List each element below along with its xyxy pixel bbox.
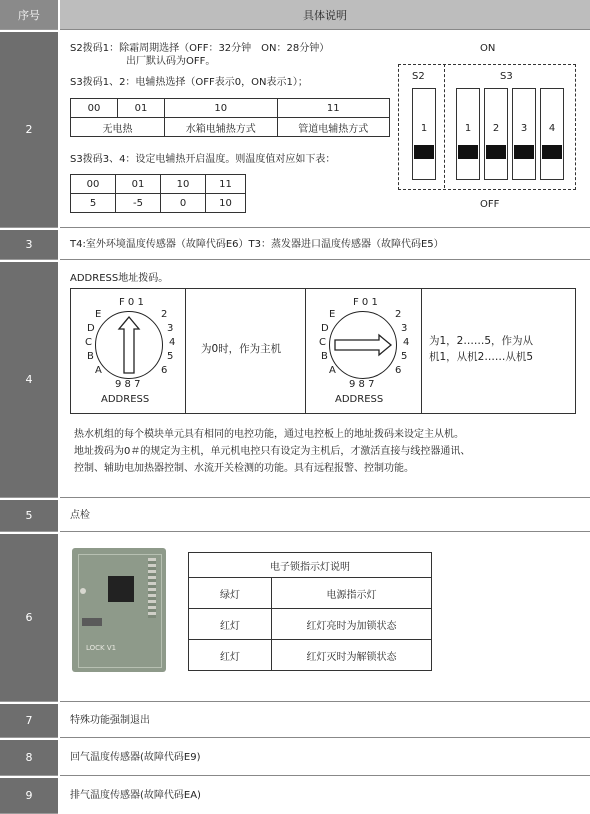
pcb-image [72,548,166,672]
row-no-4: 4 [0,262,58,498]
code-cell: 10 [165,99,278,118]
row-no-7: 7 [0,704,58,738]
address-label: ADDRESS [101,394,150,405]
row-no-8: 8 [0,740,58,776]
off-label: OFF [480,199,500,210]
light-cell: 绿灯 [189,578,272,609]
dip-switch-s3-4: 4 [540,88,564,180]
code-cell: 00 [71,175,116,194]
temp-cell: 5 [71,194,116,213]
code-cell: 10 [161,175,206,194]
on-label: ON [480,43,496,54]
slave-desc-2: 机1，从机2……从机5 [429,351,534,363]
slave-desc-1: 为1，2……5，作为从 [429,335,534,347]
row-no-3: 3 [0,230,58,260]
s3-line: S3拨码1、2：电辅热选择（OFF表示0，ON表示1）； [70,77,308,88]
lock-indicator-table [188,552,432,671]
s3-temp-line: S3拨码3、4：设定电辅热开启温度。则温度值对应如下表： [70,154,336,165]
temp-cell: -5 [116,194,161,213]
discharge-sensor-text: 排气温度传感器(故障代码EA) [70,790,201,801]
s3-label: S3 [500,71,513,82]
address-para-3: 控制、辅助电加热器控制、水流开关检测的功能。具有远程报警、控制功能。 [74,463,414,474]
arrow-right-icon [329,311,397,379]
s2-default: 出厂默认码为OFF。 [126,56,216,67]
code-cell: 11 [206,175,246,194]
code-cell: 01 [116,175,161,194]
dip-switch-s3-1: 1 [456,88,480,180]
row-4 [60,262,590,498]
address-para-2: 地址拨码为0＃的规定为主机，单元机电控只有设定为主机后，才激活直接与线控器通讯、 [74,446,471,457]
dip-switch-s3-2: 2 [484,88,508,180]
light-desc: 电源指示灯 [272,578,432,609]
row-no-2: 2 [0,32,58,228]
pcb-label: LOCK V1 [86,644,117,652]
row-7 [60,704,590,738]
row-6 [60,534,590,702]
address-label: ADDRESS [335,394,384,405]
address-para-1: 热水机组的每个模块单元具有相同的电控功能，通过电控板上的地址拨码来设定主从机。 [74,429,464,440]
s2-line: S2拨码1：除霜周期选择（OFF：32分钟 ON：28分钟） [70,43,330,54]
light-cell: 红灯 [189,609,272,640]
light-desc: 红灯亮时为加锁状态 [272,609,432,640]
address-title: ADDRESS地址拨码。 [70,273,169,284]
s2-label: S2 [412,71,425,82]
dip-switch-s3-3: 3 [512,88,536,180]
light-cell: 红灯 [189,640,272,671]
code-cell: 01 [118,99,165,118]
mode-cell: 水箱电辅热方式 [165,118,278,137]
force-exit-text: 特殊功能强制退出 [70,715,150,726]
row-3 [60,230,590,260]
temp-table [70,174,246,213]
master-desc: 为0时，作为主机 [201,343,282,355]
row-9 [60,778,590,814]
sensor-text: T4:室外环境温度传感器（故障代码E6）T3：蒸发器进口温度传感器（故障代码E5） [70,239,444,250]
row-no-9: 9 [0,778,58,814]
code-cell: 11 [277,99,390,118]
header-no: 序号 [0,0,58,30]
code-cell: 00 [71,99,118,118]
dip-divider [444,64,445,188]
row-2 [60,32,590,228]
row-5 [60,500,590,532]
lock-table-title: 电子锁指示灯说明 [189,553,432,578]
row-no-5: 5 [0,500,58,532]
row-8 [60,740,590,776]
address-box: F 0 1 2 3 4 5 6 9 8 7 E D C B A ADDRESS 为0时，作为主机 F 0 1 2 3 4 5 6 9 8 7 E D C B A ADDRESS 为1，2……5，作为从 机1，从机2……从机5 [70,288,576,414]
temp-cell: 10 [206,194,246,213]
dip-switch-s2-1: 1 [412,88,436,180]
mode-cell: 无电热 [71,118,165,137]
inspection-text: 点检 [70,510,90,521]
row-no-6: 6 [0,534,58,702]
arrow-up-icon [95,311,163,379]
mode-cell: 管道电辅热方式 [277,118,390,137]
return-gas-sensor-text: 回气温度传感器(故障代码E9) [70,752,201,763]
heater-table [70,98,390,137]
header-desc: 具体说明 [60,0,590,30]
light-desc: 红灯灭时为解锁状态 [272,640,432,671]
temp-cell: 0 [161,194,206,213]
